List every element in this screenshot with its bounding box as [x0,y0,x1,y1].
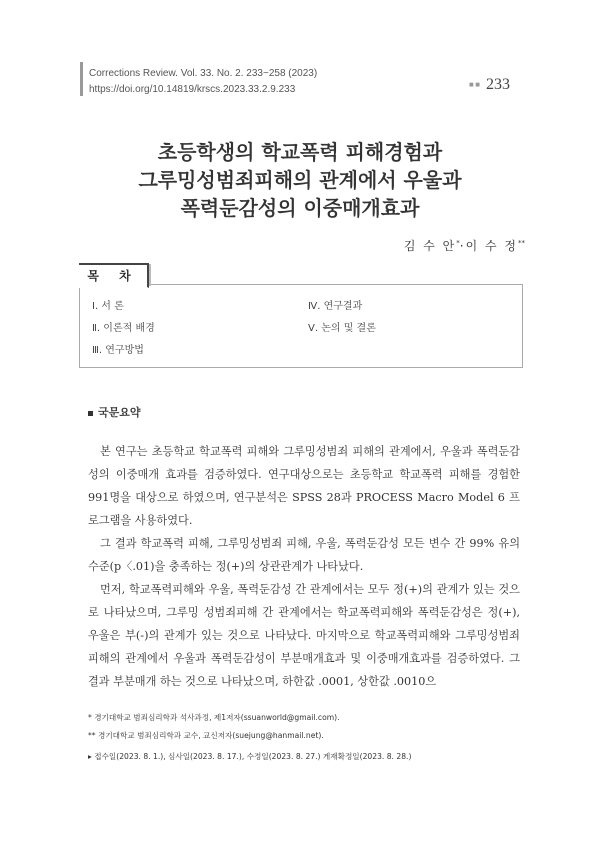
footnote-dates-text: 접수일(2023. 8. 1.), 심사일(2023. 8. 17.), 수정일(2023. 8. 27.) 게재확정일(2023. 8. 28.) [94,752,412,761]
paper-title [0,138,600,222]
title-line-1: 초등학생의 학교폭력 피해경험과 [157,140,443,164]
footnote-first-author: * 경기대학교 범죄심리학과 석사과정, 제1저자(ssuanworld@gmail.com). [88,713,340,722]
toc-item-theory[interactable]: Ⅱ. 이론적 배경 [92,323,155,334]
table-of-contents [79,284,523,368]
toc-item-discussion[interactable]: Ⅴ. 논의 및 결론 [308,323,376,334]
footnote-dates [88,751,411,762]
toc-item-introduction[interactable]: Ⅰ. 서 론 [92,301,124,312]
abstract-heading: 국문요약 [88,404,141,420]
author-list: 김 수 안*·이 수 정** [403,239,525,253]
abstract-paragraph-3: 먼저, 학교폭력피해와 우울, 폭력둔감성 간 관계에서는 모두 정(+)의 관계가 있는 것으로 나타났으며, 그루밍 성범죄피해 간 관계에서는 학교폭력피해와 폭력둔감성은 정(+), 우울은 부(-)의 관계가 있는 것으로 나타났다. 마지막으로 학교폭력피해와 그루밍성범죄 피해의 관계에서 우울과 폭력둔감성이 부분매개효과 및 이중매개효과를 검증하였다. 그 결과 부분매개 하는 것으로 나타났으며, 하한값 .0001, 상한값 .0010으 [88,583,520,688]
toc-item-results[interactable]: Ⅳ. 연구결과 [308,301,363,312]
toc-label: 목 차 [79,263,149,288]
abstract-paragraph-2: 그 결과 학교폭력 피해, 그루밍성범죄 피해, 우울, 폭력둔감성 모든 변수 간 99% 유의수준(p〈.01)을 충족하는 정(+)의 상관관계가 나타났다. [88,537,520,573]
bullet-arrow-icon: ▸ [88,752,95,761]
title-line-3: 폭력둔감성의 이중매개효과 [180,196,420,220]
journal-info [89,66,317,98]
title-line-2: 그루밍성범죄피해의 관계에서 우울과 [138,168,462,192]
header-accent-bar [80,62,83,96]
footnote-corresponding-author: ** 경기대학교 범죄심리학과 교수, 교신저자(suejung@hanmail.net). [88,731,324,740]
toc-item-method[interactable]: Ⅲ. 연구방법 [92,345,144,356]
doi-link[interactable]: https://doi.org/10.14819/krscs.2023.33.2.9.233 [89,84,296,95]
page-number: 233 [486,76,510,93]
page-number-ornament: ■ ■ [468,82,480,88]
abstract-paragraph-1: 본 연구는 초등학교 학교폭력 피해와 그루밍성범죄 피해의 관계에서, 우울과 폭력둔감성의 이중매개 효과를 검증하였다. 연구대상으로는 초등학교 학교폭력 피해를 경험한 991명을 대상으로 하였으며, 연구분석은 SPSS 28과 PROCESS Macro Model 6 프로그램을 사용하였다. [88,445,520,527]
journal-citation: Corrections Review. Vol. 33. No. 2. 233~258 (2023) [89,68,318,79]
